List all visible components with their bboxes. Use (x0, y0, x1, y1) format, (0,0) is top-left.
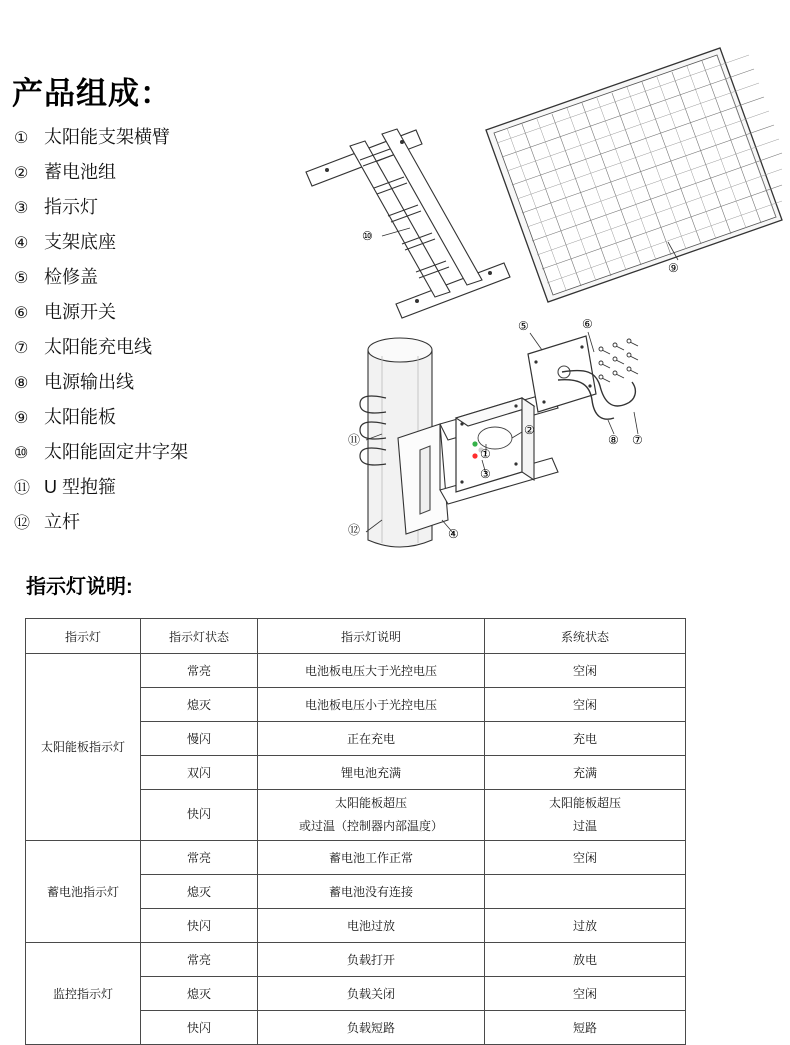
cell-system: 放电 (485, 942, 686, 976)
part-number: ② (14, 165, 29, 182)
list-item (14, 158, 314, 193)
cell-state: 快闪 (141, 790, 258, 841)
cell-state: 熄灭 (141, 874, 258, 908)
cell-description: 锂电池充满 (258, 756, 485, 790)
part-number: ⑥ (14, 305, 29, 322)
cell-state: 快闪 (141, 1010, 258, 1044)
callout-4: ④ (448, 527, 459, 541)
list-item (14, 403, 314, 438)
table-row (26, 654, 686, 688)
part-label: U 型抱箍 (44, 477, 116, 497)
product-exploded-diagram (290, 20, 790, 565)
cell-state: 常亮 (141, 942, 258, 976)
part-label: 蓄电池组 (44, 162, 116, 182)
part-number: ④ (14, 235, 29, 252)
callout-7: ⑦ (632, 433, 643, 447)
part-number: ⑪ (14, 480, 31, 497)
cell-state: 常亮 (141, 840, 258, 874)
list-item (14, 333, 314, 368)
callout-1: ① (480, 447, 491, 461)
page-title: 产品组成： (12, 76, 172, 111)
callout-9: ⑨ (668, 261, 679, 275)
cell-description: 电池板电压小于光控电压 (258, 688, 485, 722)
part-label: 太阳能支架横臂 (44, 127, 170, 147)
list-item (14, 508, 314, 543)
part-number: ⑩ (14, 445, 29, 462)
table-header-row (26, 619, 686, 654)
callout-2: ② (524, 423, 535, 437)
solar-panel-shape (486, 48, 782, 302)
part-number: ③ (14, 200, 29, 217)
group-label-monitor: 监控指示灯 (26, 942, 141, 1044)
part-number: ⑨ (14, 410, 29, 427)
cell-system: 过放 (485, 908, 686, 942)
group-label-battery: 蓄电池指示灯 (26, 840, 141, 942)
column-header-description: 指示灯说明 (258, 619, 485, 654)
cell-state: 常亮 (141, 654, 258, 688)
part-label: 太阳能板 (44, 407, 116, 427)
cell-state: 熄灭 (141, 688, 258, 722)
led-section-title: 指示灯说明: (26, 576, 133, 598)
cell-description: 蓄电池没有连接 (258, 874, 485, 908)
cell-state: 熄灭 (141, 976, 258, 1010)
led-table-wrapper (25, 618, 657, 1045)
cell-state: 慢闪 (141, 722, 258, 756)
list-item (14, 438, 314, 473)
part-label: 太阳能固定井字架 (44, 442, 188, 462)
cell-description (258, 790, 485, 841)
callout-5: ⑤ (518, 319, 529, 333)
diagram-svg (290, 20, 790, 565)
cell-state: 快闪 (141, 908, 258, 942)
table-row (26, 942, 686, 976)
callout-10: ⑩ (362, 229, 373, 243)
cell-description: 蓄电池工作正常 (258, 840, 485, 874)
cell-description: 负载打开 (258, 942, 485, 976)
cell-description-line1: 太阳能板超压 (334, 796, 407, 810)
cell-description: 电池过放 (258, 908, 485, 942)
part-label: 电源开关 (44, 302, 116, 322)
cell-system: 空闲 (485, 688, 686, 722)
list-item (14, 263, 314, 298)
cell-description: 电池板电压大于光控电压 (258, 654, 485, 688)
list-item (14, 228, 314, 263)
cell-description: 负载关闭 (258, 976, 485, 1010)
led-status-table (25, 618, 686, 1045)
cell-system: 短路 (485, 1010, 686, 1044)
cell-description: 正在充电 (258, 722, 485, 756)
cell-system-line1: 太阳能板超压 (548, 796, 621, 810)
group-label-solar: 太阳能板指示灯 (26, 654, 141, 841)
cell-system-line2: 过温 (572, 818, 597, 833)
table-head (26, 619, 686, 654)
list-item (14, 368, 314, 403)
part-label: 太阳能充电线 (44, 337, 152, 357)
list-item (14, 123, 314, 158)
parts-list (14, 123, 314, 543)
callout-11: ⑪ (348, 433, 361, 447)
part-label: 检修盖 (44, 267, 98, 287)
part-number: ⑦ (14, 340, 29, 357)
cell-state: 双闪 (141, 756, 258, 790)
part-number: ① (14, 130, 29, 147)
cell-system: 充满 (485, 756, 686, 790)
cell-system (485, 790, 686, 841)
callout-8: ⑧ (608, 433, 619, 447)
cell-system: 空闲 (485, 840, 686, 874)
inspection-cover-shape (528, 336, 596, 412)
cell-system (485, 874, 686, 908)
cell-system: 充电 (485, 722, 686, 756)
part-number: ⑤ (14, 270, 29, 287)
screw-cluster-shape (599, 339, 638, 382)
table-row (26, 840, 686, 874)
cell-description-line2: 或过温（控制器内部温度） (298, 818, 443, 833)
column-header-system: 系统状态 (485, 619, 686, 654)
callout-6: ⑥ (582, 317, 593, 331)
list-item (14, 473, 314, 508)
list-item (14, 193, 314, 228)
column-header-indicator: 指示灯 (26, 619, 141, 654)
part-label: 支架底座 (44, 232, 116, 252)
cell-system: 空闲 (485, 976, 686, 1010)
callout-3: ③ (480, 467, 491, 481)
column-header-state: 指示灯状态 (141, 619, 258, 654)
panel-mount-frame-shape (290, 20, 510, 318)
part-label: 电源输出线 (44, 372, 134, 392)
cell-description: 负载短路 (258, 1010, 485, 1044)
table-body (26, 654, 686, 1045)
list-item (14, 298, 314, 333)
part-number: ⑫ (14, 515, 31, 532)
callout-12: ⑫ (348, 523, 361, 537)
part-label: 立杆 (44, 512, 80, 532)
part-label: 指示灯 (44, 197, 98, 217)
part-number: ⑧ (14, 375, 29, 392)
cell-system: 空闲 (485, 654, 686, 688)
